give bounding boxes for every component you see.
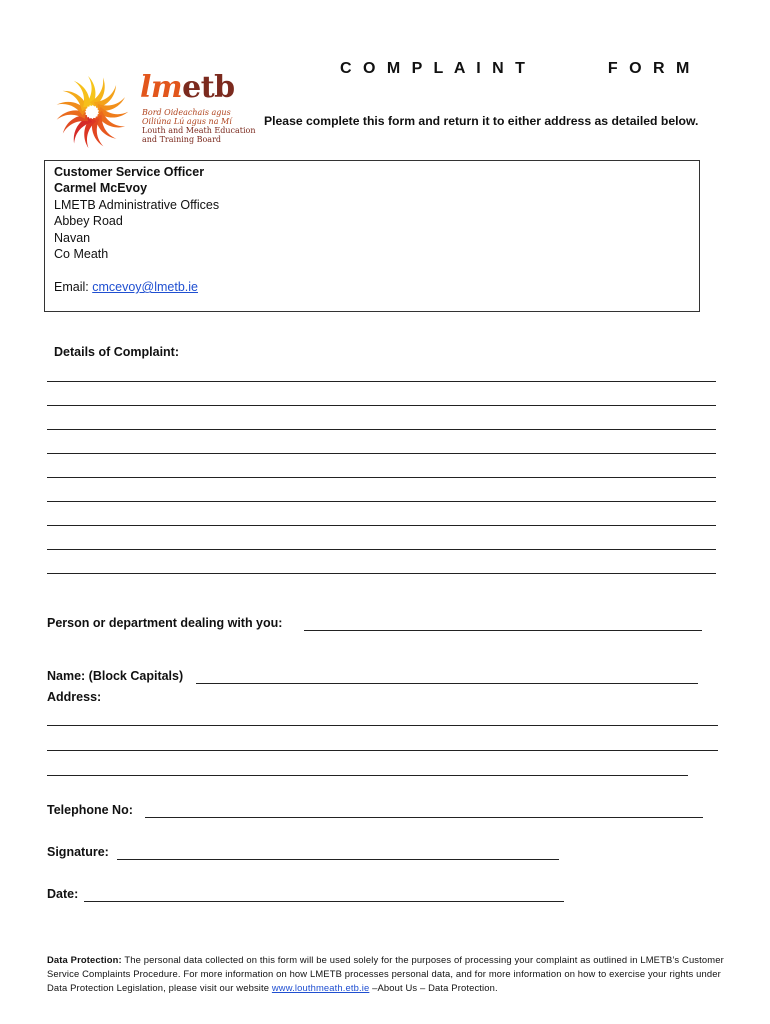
telephone-field[interactable] — [145, 817, 703, 818]
address-office: LMETB Administrative Offices — [54, 198, 220, 212]
details-line-8[interactable] — [47, 549, 716, 550]
logo-tagline-english-2: and Training Board — [142, 135, 222, 144]
logo-tagline-irish-1: Bord Oideachais agus — [142, 108, 231, 117]
details-line-6[interactable] — [47, 501, 716, 502]
details-line-4[interactable] — [47, 453, 716, 454]
date-label: Date: — [47, 887, 79, 901]
address-role: Customer Service Officer — [54, 165, 205, 179]
address-line-3[interactable] — [47, 775, 688, 776]
address-label: Address: — [47, 690, 102, 704]
address-street: Abbey Road — [54, 214, 123, 228]
date-field[interactable] — [84, 901, 564, 902]
name-field[interactable] — [196, 683, 698, 684]
address-county: Co Meath — [54, 247, 109, 261]
address-line-2[interactable] — [47, 750, 718, 751]
address-email — [54, 279, 198, 295]
email-label: Email: — [54, 280, 93, 294]
logo-tagline-irish-2: Oiliúna Lú agus na Mí — [142, 117, 232, 126]
details-line-2[interactable] — [47, 405, 716, 406]
signature-label: Signature: — [47, 845, 109, 859]
address-line-1[interactable] — [47, 725, 718, 726]
form-instruction: Please complete this form and return it to either address as detailed below. — [264, 114, 699, 128]
person-department-label: Person or department dealing with you: — [47, 616, 283, 630]
address-name: Carmel McEvoy — [54, 181, 148, 195]
data-protection-notice — [47, 953, 737, 996]
data-protection-text-1: The personal data collected on this form will be used solely for the purposes of processing your complaint as outlined in LMETB’s Customer Service Complaints Procedure. For more information on how LMETB processes personal data, and for more information on how to exercise your rights under Data Protection Legislation, please visit our website — [47, 954, 724, 994]
details-line-5[interactable] — [47, 477, 716, 478]
logo-tagline-english-1: Louth and Meath Education — [142, 126, 256, 135]
address-box — [44, 160, 700, 312]
sunburst-icon — [48, 72, 134, 152]
data-protection-text-2: –About Us – Data Protection. — [369, 982, 498, 994]
details-line-7[interactable] — [47, 525, 716, 526]
data-protection-label: Data Protection: — [47, 954, 122, 965]
details-line-1[interactable] — [47, 381, 716, 382]
website-link[interactable]: www.louthmeath.etb.ie — [271, 982, 370, 994]
email-link[interactable]: cmcevoy@lmetb.ie — [92, 280, 198, 294]
details-of-complaint-label: Details of Complaint: — [54, 345, 180, 359]
details-line-3[interactable] — [47, 429, 716, 430]
logo-wordmark: lmetb — [140, 70, 235, 105]
signature-field[interactable] — [117, 859, 559, 860]
form-title: C O M P L A I N T F O R M — [340, 60, 693, 77]
address-town: Navan — [54, 231, 91, 245]
telephone-label: Telephone No: — [47, 803, 133, 817]
lmetb-logo — [48, 70, 256, 152]
details-line-9[interactable] — [47, 573, 716, 574]
name-label: Name: (Block Capitals) — [47, 669, 184, 683]
person-department-field[interactable] — [304, 630, 702, 631]
